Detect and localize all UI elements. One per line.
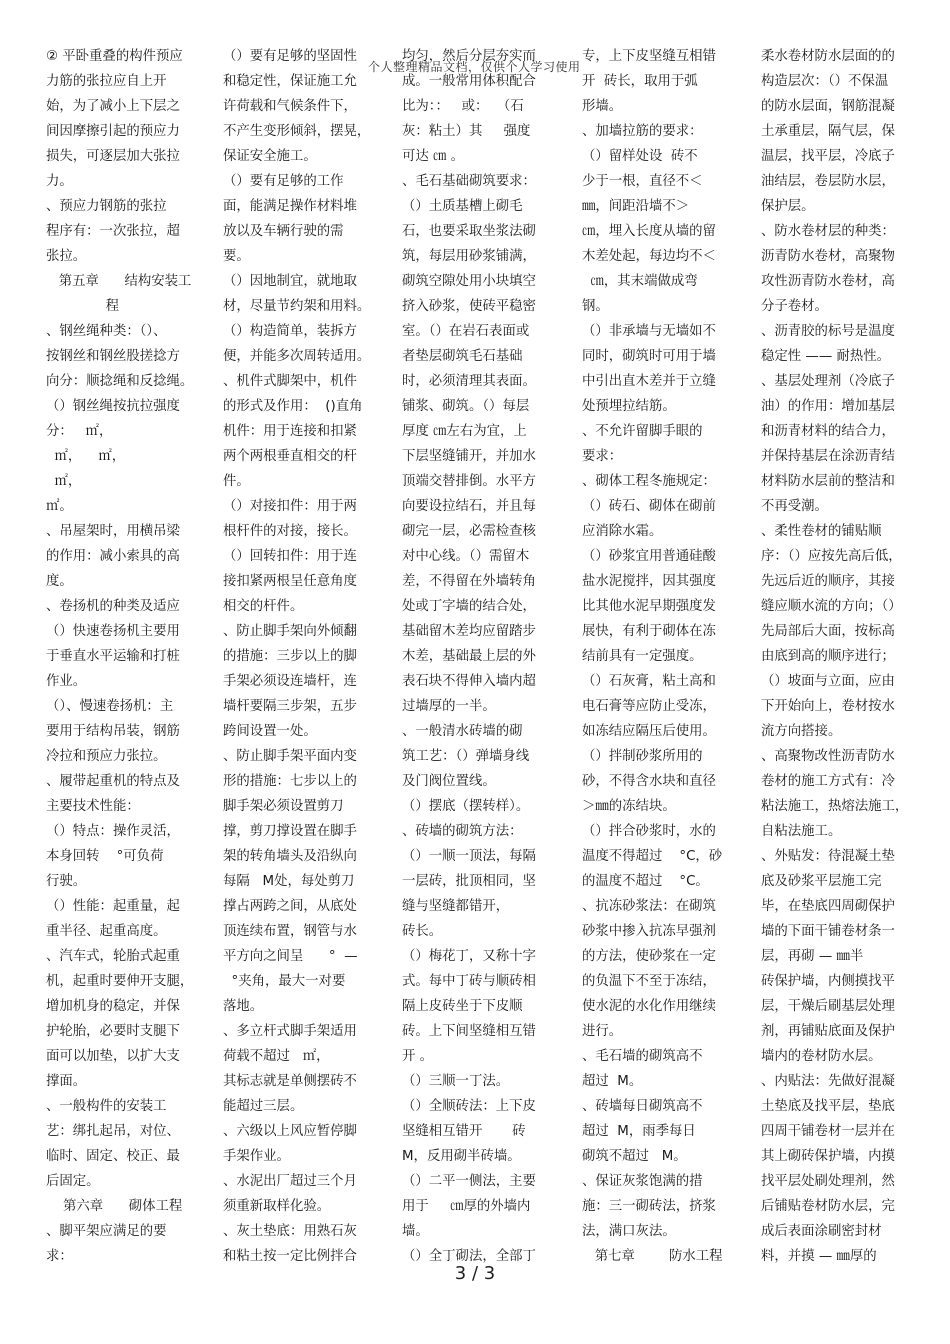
text-line: 稳定性 —— 耐热性。 [761,349,891,364]
text-line: （）梅花丁，又称十字 [402,949,536,964]
text-line: 及门阀位置线。 [402,774,496,789]
text-line: 少于一根，直径不＜ [582,174,703,189]
text-line: 、防水卷材层的种类： [761,224,895,239]
text-line: ㎝，埋入长度从墙的留 [582,224,716,239]
text-line: 构造层次：（）不保温 [761,74,889,89]
text-line: 挤入砂浆，使砖平稳密 [402,299,536,314]
text-line: 形墙。 [582,99,623,114]
text-line: （）三顺一丁法。 [402,1074,510,1089]
text-line: 、基层处理剂（冷底子 [761,374,895,389]
text-line: （）土质基槽上砌毛 [402,199,523,214]
text-line: 流方向搭接。 [761,724,842,739]
text-line: ＞㎜的冻结块。 [582,799,676,814]
text-line: 卷材的施工方式有：冷 [761,774,895,789]
text-line: 钢。 [582,299,609,314]
text-line: 第六章 砌体工程 [46,1199,183,1214]
text-line: 主要技术性能： [46,799,140,814]
text-line: 分子卷材。 [761,299,828,314]
text-line: 的温度不超过 °C。 [582,874,709,889]
text-line: 处或丁字墙的结合处， [402,599,536,614]
text-line: 砌完一层，必需检查核 [402,524,536,539]
text-line: （）回转扣件：用于连 [223,549,357,564]
text-line: 木差处起，每边均不＜ [582,249,716,264]
text-line: 机件：用于连接和扣紧 [223,424,357,439]
text-line: （）留样处设 砖不 [582,149,698,164]
text-line: 、防止脚手架平面内变 [223,749,357,764]
text-line: 砖保护墙，内侧摸找平 [761,974,895,989]
text-line: 件。 [223,474,250,489]
text-line: 缝应顺水流的方向；（） [761,599,902,614]
text-line: 进行。 [582,1024,623,1039]
text-line: 、一般构件的安装工 [46,1099,167,1114]
text-line: 成后表面涂刷密封材 [761,1224,882,1239]
text-line: ㎜，间距沿墙不＞ [582,199,690,214]
text-line: 材料防水层前的整洁和 [761,474,895,489]
text-line: 、一般清水砖墙的砌 [402,724,523,739]
text-line: 、机件式脚架中，机件 [223,374,357,389]
text-line: 两个两根垂直相交的杆 [223,449,357,464]
text-line: （）钢丝绳按抗拉强度 [46,399,180,414]
text-line: 、砖墙的砌筑方法： [402,824,523,839]
text-line: （）摆底（摆转样）。 [402,799,530,814]
text-line: 、毛石基础砌筑要求： [402,174,536,189]
text-line: 跨间设置一处。 [223,724,317,739]
text-line: 、砖墙每日砌筑高不 [582,1099,703,1114]
text-line: 平方向之间呈 ° — [223,949,358,964]
text-line: 盐水泥搅拌，因其强度 [582,574,716,589]
text-line: 、外贴发：待混凝土垫 [761,849,895,864]
text-line: 墙。 [402,1224,429,1239]
text-line: 许荷载和气候条件下， [223,99,357,114]
text-line: 、加墙拉筋的要求： [582,124,703,139]
text-line: 、砌体工程冬施规定： [582,474,716,489]
text-line: （）拌制砂浆所用的 [582,749,703,764]
text-line: 并保持基层在涂沥青结 [761,449,895,464]
text-line: 荷载不超过 ㎡， [223,1049,330,1064]
text-line: 序：（）应按先高后低， [761,549,902,564]
text-line: （）因地制宜，就地取 [223,274,357,289]
text-line: （）非承墙与无墙如不 [582,324,716,339]
text-line: 形的措施：七步以上的 [223,774,357,789]
text-line: 隔上皮砖坐于下皮顺 [402,999,523,1014]
text-line: 机，起重时要伸开支腿， [46,974,194,989]
text-line: （）石灰膏，粘土高和 [582,674,716,689]
text-line: 第五章 结构安装工 [46,274,192,289]
text-line: 砖长。 [402,924,443,939]
text-line: 下层坚缝铺开，并加水 [402,449,536,464]
text-line: 开 。 [402,1049,434,1064]
text-line: 厚度 ㎝左右为宜，上 [402,424,527,439]
text-line: 于垂直水平运输和打桩 [46,649,180,664]
text-line: （）要有足够的坚固性 [223,49,357,64]
text-line: 法，满口灰法。 [582,1224,676,1239]
text-line: 温层，找平层，冷底子 [761,149,895,164]
page-number: 3 / 3 [454,1263,496,1284]
text-line: （）坡面与立面，应由 [761,674,895,689]
text-line: （）性能：起重量，起 [46,899,180,914]
text-line: 底及砂浆平层施工完 [761,874,882,889]
text-line: 室。（）在岩石表面或 [402,324,530,339]
text-line: 作业。 [46,674,87,689]
text-line: （）、慢速卷扬机：主 [46,699,174,714]
text-line: 临时、固定、校正、最 [46,1149,180,1164]
text-line: 撑，剪刀撑设置在脚手 [223,824,357,839]
text-line: 砌筑空隙处用小块填空 [402,274,536,289]
text-line: 自粘法施工。 [761,824,842,839]
text-line: 向要设拉结石，并且每 [402,499,536,514]
text-line: （）砖石、砌体在砌前 [582,499,716,514]
text-line: 放以及车辆行驶的需 [223,224,344,239]
text-line: 撑面。 [46,1074,87,1089]
text-line: °夹角，最大一对要 [223,974,346,989]
text-line: 铺浆、砌筑。（）每层 [402,399,530,414]
text-line: M，反用砌半砖墙。 [402,1149,521,1164]
text-line: 本身回转 °可负荷 [46,849,164,864]
text-line: 油）的作用：增加基层 [761,399,895,414]
text-line: 毕，在垫底四周砌保护 [761,899,895,914]
text-line: 顶端交替排倒。水平方 [402,474,536,489]
text-line: ㎡。 [46,499,73,514]
text-line: 砂浆中掺入抗冻早强剂 [582,924,716,939]
text-line: 的措施：三步以上的脚 [223,649,357,664]
text-line: 处预埋拉结筋。 [582,399,676,414]
text-line: 应消除水霜。 [582,524,663,539]
text-line: 剂，再铺贴底面及保护 [761,1024,895,1039]
text-line: 石，也要采取坐浆法砌 [402,224,536,239]
text-line: 的防水层面，钢筋混凝 [761,99,895,114]
text-line: 超过 M。 [582,1074,643,1089]
text-line: 增加机身的稳定，并保 [46,999,180,1014]
text-line: 专，上下皮坚缝互相错 [582,49,716,64]
text-line: 可达 ㎝ 。 [402,149,465,164]
text-line: 和稳定性，保证施工允 [223,74,357,89]
text-line: 护轮胎，必要时支腿下 [46,1024,180,1039]
text-line: （）全顺砖法：上下皮 [402,1099,536,1114]
text-line: ㎡， [46,474,82,489]
text-line: 和沥青材料的结合力， [761,424,895,439]
text-line: 相交的杆件。 [223,599,304,614]
text-line: 力筋的张拉应自上开 [46,74,167,89]
text-line: 求： [46,1249,73,1264]
text-line: 墙杆要隔三步架，五步 [223,699,357,714]
text-line: 沥青防水卷材，高聚物 [761,249,895,264]
text-line: 根杆件的对接，接长。 [223,524,357,539]
text-line: 接扣紧两根呈任意角度 [223,574,357,589]
text-line: 柔水卷材防水层面的的 [761,49,895,64]
text-line: 比为：： 或： （石 [402,99,524,114]
text-line: 先局部后大面，按标高 [761,624,895,639]
text-line: 找平层处刷处理剂，然 [761,1174,895,1189]
text-line: 油结层，卷层防水层， [761,174,895,189]
text-line: 、六级以上风应暂停脚 [223,1124,357,1139]
header-note: 个人整理精品文档，仅供个人学习使用 [368,60,581,74]
text-line: 重半径、起重高度。 [46,924,167,939]
text-line: 的方法，使砂浆在一定 [582,949,716,964]
text-line: 墙内的卷材防水层。 [761,1049,882,1064]
text-line: 后固定。 [46,1174,100,1189]
text-line: 筑工艺：（）弹墙身线 [402,749,530,764]
text-line: 墙的下面干铺卷材条一 [761,924,895,939]
text-column-5 [761,44,908,1269]
text-line: 层，干燥后刷基层处理 [761,999,895,1014]
text-line: 间因摩擦引起的预应力 [46,124,180,139]
text-line: 差，不得留在外墙转角 [402,574,536,589]
text-line: 表石块不得伸入墙内超 [402,674,536,689]
text-line: 层，再砌 — ㎜半 [761,949,864,964]
text-line: 第七章 防水工程 [582,1249,723,1264]
text-line: 一层砖，批顶相同，坚 [402,874,536,889]
text-line: 顶连续布置，钢管与水 [223,924,357,939]
text-column-1 [46,44,193,1269]
text-line: 者垫层砌筑毛石基础 [402,349,523,364]
text-line: 面可以加垫，以扩大支 [46,1049,180,1064]
text-line: 按钢丝和钢丝股搓捻方 [46,349,180,364]
text-line: 同时，砌筑时可用于墙 [582,349,716,364]
text-line: 、履带起重机的特点及 [46,774,180,789]
text-line: 温度不得超过 °C，砂 [582,849,723,864]
text-line: 中引出直木差并于立缝 [582,374,716,389]
text-line: 能超过三层。 [223,1099,304,1114]
text-line: 、脚平架应满足的要 [46,1224,167,1239]
text-line: 、水泥出厂超过三个月 [223,1174,357,1189]
text-line: （）快速卷扬机主要用 [46,624,180,639]
text-line: 须重新取样化验。 [223,1199,331,1214]
text-line: 如冻结应隔压后使用。 [582,724,716,739]
text-line: 时，必须清理其表面。 [402,374,536,389]
text-line: 的负温下不至于冻结， [582,974,716,989]
text-line: 损失，可逐层加大张拉 [46,149,180,164]
text-column-4 [582,44,723,1269]
text-line: 对中心线。（）需留木 [402,549,530,564]
text-line: （）砂浆宜用普通硅酸 [582,549,716,564]
text-line: 开 砖长，取用于弧 [582,74,698,89]
text-line: 、不允许留脚手眼的 [582,424,703,439]
text-line: 分： ㎡， [46,424,113,439]
text-line: 、毛石墙的砌筑高不 [582,1049,703,1064]
text-line: 、防止脚手架向外倾翻 [223,624,357,639]
text-line: 、钢丝绳种类：（）、 [46,324,167,339]
text-line: 、卷扬机的种类及适应 [46,599,180,614]
text-line: 行驶。 [46,874,87,889]
text-line: （）二平一侧法，主要 [402,1174,536,1189]
text-line: 手架必须设连墙杆，连 [223,674,357,689]
text-line: 攻性沥青防水卷材，高 [761,274,895,289]
text-line: 不产生变形倾斜，摆晃， [223,124,371,139]
text-line: 每隔 M处，每处剪刀 [223,874,355,889]
text-line: 度。 [46,574,73,589]
text-line: 土垫底及找平层，垫底 [761,1099,895,1114]
text-line: 的形式及作用： ()直角 [223,399,363,414]
text-line: 四周干铺卷材一层并在 [761,1124,895,1139]
text-line: 、沥青胶的标号是温度 [761,324,895,339]
text-line: 先远后近的顺序，其接 [761,574,895,589]
text-line: 、柔性卷材的铺贴顺 [761,524,882,539]
text-line: 成。一般常用体积配合 [402,74,536,89]
text-line: （）对接扣件：用于两 [223,499,357,514]
text-line: 用于 ㎝厚的外墙内 [402,1199,531,1214]
text-line: 手架作业。 [223,1149,290,1164]
text-line: 式。每中丁砖与顺砖相 [402,974,536,989]
text-column-2 [223,44,370,1269]
text-line: 力。 [46,174,73,189]
text-line: 不再受潮。 [761,499,828,514]
text-line: 下开始向上，卷材按水 [761,699,895,714]
text-line: 、多立杆式脚手架适用 [223,1024,357,1039]
text-line: 冷拉和预应力张拉。 [46,749,167,764]
text-line: 其标志就是单侧摆砖不 [223,1074,357,1089]
text-line: 基础留木差均应留踏步 [402,624,536,639]
text-line: 、内贴法：先做好混凝 [761,1074,895,1089]
text-line: 、灰土垫底：用熟石灰 [223,1224,357,1239]
text-line: 张拉。 [46,249,87,264]
text-line: 超过 M，雨季每日 [582,1124,696,1139]
text-line: 保护层。 [761,199,815,214]
text-line: 、保证灰浆饱满的措 [582,1174,703,1189]
text-line: 缝与坚缝都错开， [402,899,510,914]
text-line: 后铺贴卷材防水层，完 [761,1199,895,1214]
text-line: （）构造简单，装拆方 [223,324,357,339]
text-line: 保证安全施工。 [223,149,317,164]
text-line: 展快，有利于砌体在冻 [582,624,716,639]
text-line: 要求： [582,449,623,464]
text-line: 砂，不得含水块和直径 [582,774,716,789]
text-line: 均匀，然后分层夯实而 [402,49,536,64]
text-line: 由底到高的顺序进行； [761,649,895,664]
text-line: 、汽车式，轮胎式起重 [46,949,180,964]
text-line: 砖。上下间坚缝相互错 [402,1024,536,1039]
text-line: 面，能满足操作材料堆 [223,199,357,214]
text-line: 材，尽量节约架和用料。 [223,299,371,314]
text-line: ㎝，其末端做成弯 [582,274,698,289]
text-line: 、预应力钢筋的张拉 [46,199,167,214]
text-line: 、抗冻砂浆法：在砌筑 [582,899,716,914]
text-line: 过墙厚的一半。 [402,699,496,714]
text-line: 结前具有一定强度。 [582,649,703,664]
text-line: （）全丁砌法，全部丁 [402,1249,536,1264]
text-line: 程序有：一次张拉，超 [46,224,180,239]
text-line: 、高聚物改性沥青防水 [761,749,895,764]
text-line: 砌筑不超过 M。 [582,1149,687,1164]
text-line: 向分：顺捻绳和反捻绳。 [46,374,194,389]
text-line: 要用于结构吊装，钢筋 [46,724,180,739]
text-line: 便，并能多次周转适用。 [223,349,371,364]
text-line: 艺：绑扎起吊，对位、 [46,1124,180,1139]
text-line: ② 平卧重叠的构件预应 [46,49,183,64]
text-line: 坚缝相互错开 砖 [402,1124,526,1139]
text-line: 木差，基础最上层的外 [402,649,536,664]
text-line: 程 [46,299,119,314]
text-line: 使水泥的水化作用继续 [582,999,716,1014]
text-line: 其上砌砖保护墙，内摸 [761,1149,895,1164]
text-line: 施：三一砌砖法，挤浆 [582,1199,716,1214]
text-line: （）要有足够的工作 [223,174,344,189]
text-line: 粘法施工，热熔法施工， [761,799,909,814]
text-line: 、吊屋架时，用横吊梁 [46,524,180,539]
text-line: （）特点：操作灵活， [46,824,180,839]
text-line: 的作用：减小索具的高 [46,549,180,564]
text-line: ㎡， ㎡， [46,449,126,464]
text-line: 和粘土按一定比例拌合 [223,1249,357,1264]
text-line: 比其他水泥早期强度发 [582,599,716,614]
text-line: 电石膏等应防止受冻， [582,699,716,714]
text-line: （）一顺一顶法，每隔 [402,849,536,864]
text-line: 料，并摸 — ㎜厚的 [761,1249,877,1264]
text-line: 撑占两跨之间，从底处 [223,899,357,914]
text-column-3 [402,44,536,1269]
text-line: 灰：粘土）其 强度 [402,124,531,139]
text-line: 筑，每层用砂浆铺满， [402,249,536,264]
text-line: 落地。 [223,999,264,1014]
text-line: 始，为了减小上下层之 [46,99,180,114]
text-line: 架的转角墙头及沿纵向 [223,849,357,864]
text-line: 脚手架必须设置剪刀 [223,799,344,814]
text-line: （）拌合砂浆时，水的 [582,824,716,839]
text-line: 要。 [223,249,250,264]
text-line: 土承重层，隔气层，保 [761,124,895,139]
